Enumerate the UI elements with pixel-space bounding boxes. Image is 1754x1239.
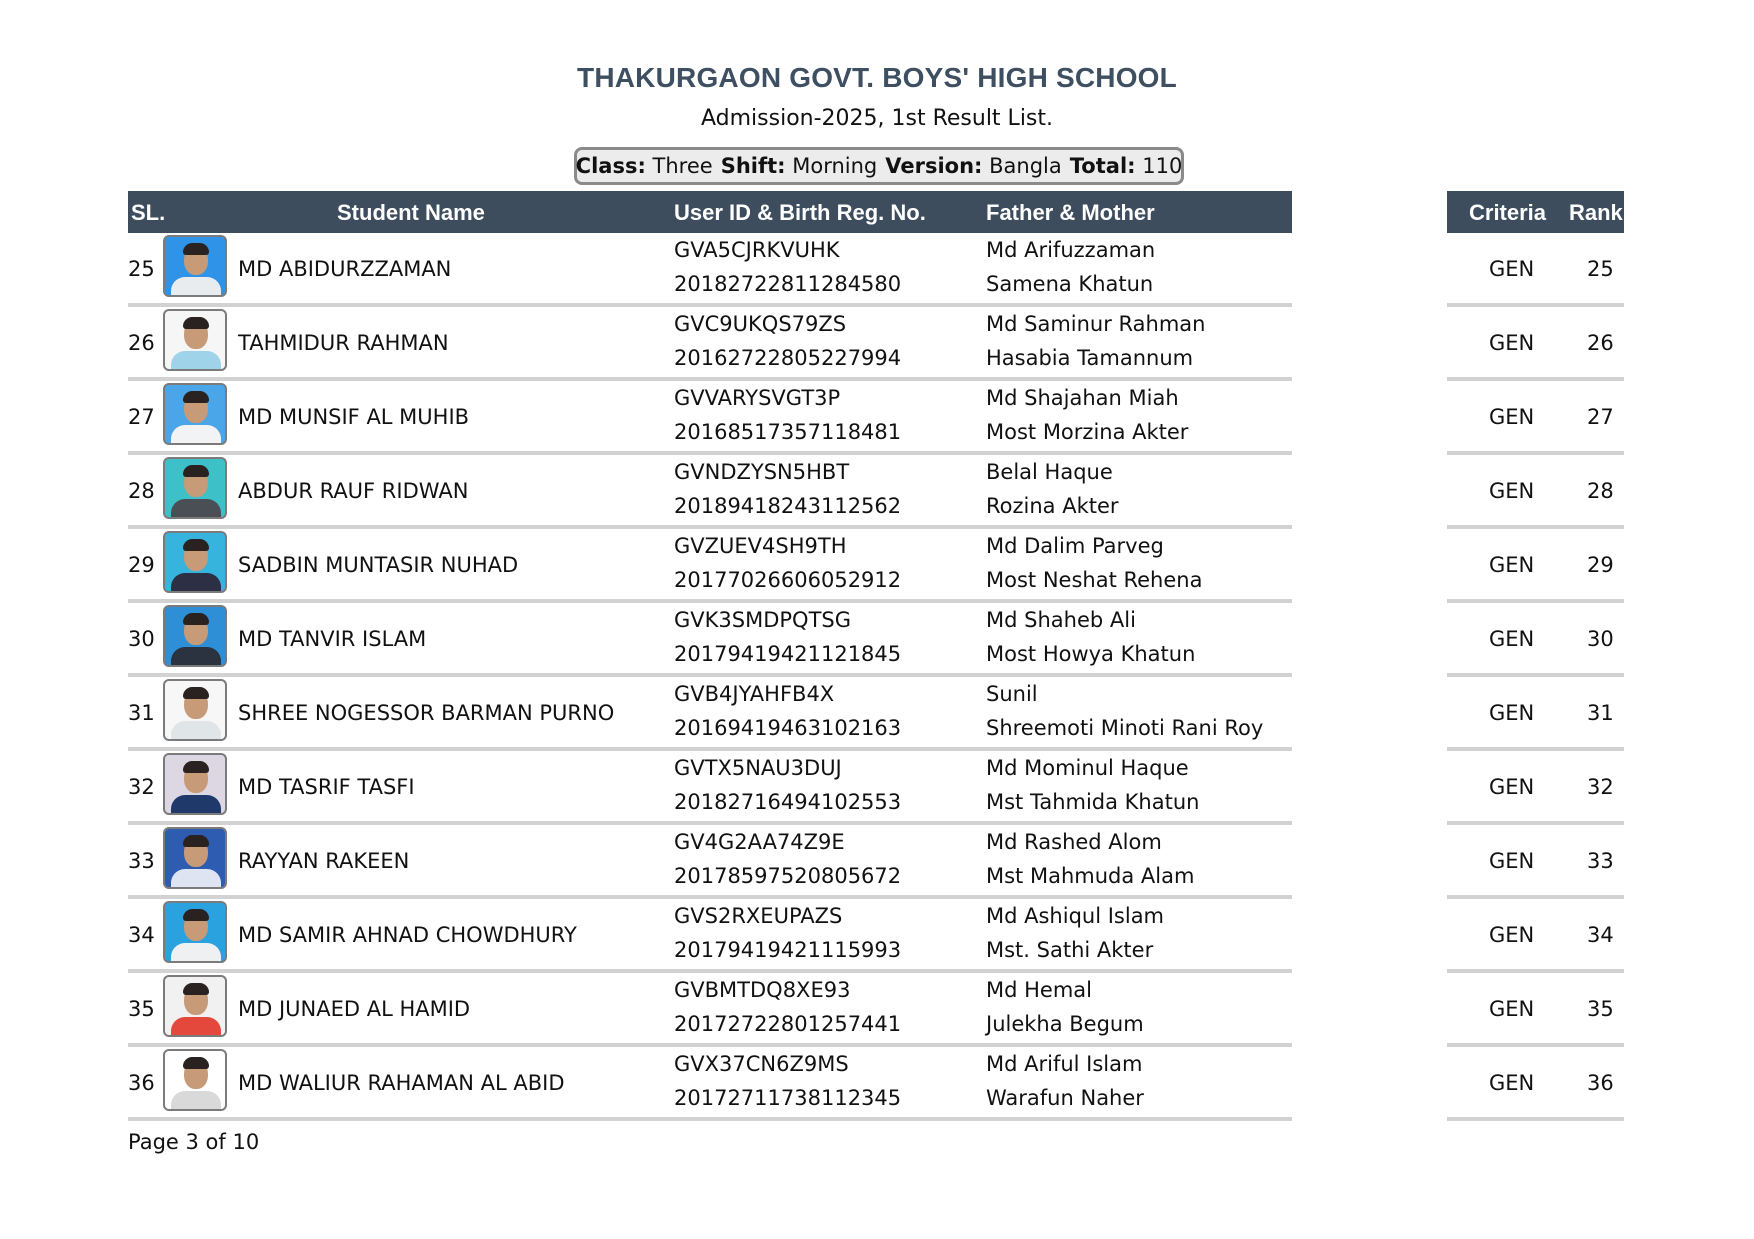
rank-value: 34 — [1587, 923, 1614, 947]
student-photo — [163, 679, 227, 741]
student-name: SHREE NOGESSOR BARMAN PURNO — [238, 701, 615, 725]
birth-reg-number: 20177026606052912 — [674, 568, 902, 592]
mother-name: Hasabia Tamannum — [986, 346, 1194, 370]
user-id: GVS2RXEUPAZS — [674, 904, 843, 928]
mother-name: Mst Tahmida Khatun — [986, 790, 1200, 814]
student-name: TAHMIDUR RAHMAN — [238, 331, 449, 355]
mother-name: Most Howya Khatun — [986, 642, 1196, 666]
mother-name: Warafun Naher — [986, 1086, 1144, 1110]
criteria-value: GEN — [1489, 849, 1535, 873]
rank-value: 26 — [1587, 331, 1614, 355]
user-id: GVTX5NAU3DUJ — [674, 756, 842, 780]
birth-reg-number: 20179419421121845 — [674, 642, 902, 666]
serial-number: 32 — [128, 775, 155, 799]
user-id: GVVARYSVGT3P — [674, 386, 841, 410]
criteria-value: GEN — [1489, 627, 1535, 651]
version-value: Bangla — [989, 154, 1062, 178]
school-name: THAKURGAON GOVT. BOYS' HIGH SCHOOL — [577, 62, 1177, 93]
criteria-row — [1447, 1047, 1624, 1121]
student-name: MD TASRIF TASFI — [238, 775, 415, 799]
student-photo — [163, 309, 227, 371]
user-id: GVA5CJRKVUHK — [674, 238, 840, 262]
birth-reg-number: 20182716494102553 — [674, 790, 902, 814]
photo-body-shape — [171, 573, 221, 593]
father-name: Md Rashed Alom — [986, 830, 1162, 854]
father-name: Md Dalim Parveg — [986, 534, 1164, 558]
father-name: Md Ashiqul Islam — [986, 904, 1165, 928]
photo-body-shape — [171, 943, 221, 963]
table-row — [128, 825, 1292, 899]
photo-body-shape — [171, 1091, 221, 1111]
photo-body-shape — [171, 425, 221, 445]
rank-value: 36 — [1587, 1071, 1614, 1095]
birth-reg-number: 20189418243112562 — [674, 494, 902, 518]
mother-name: Samena Khatun — [986, 272, 1154, 296]
serial-number: 33 — [128, 849, 155, 873]
table-row — [128, 899, 1292, 973]
photo-body-shape — [171, 499, 221, 519]
birth-reg-number: 20179419421115993 — [674, 938, 902, 962]
criteria-value: GEN — [1489, 479, 1535, 503]
criteria-value: GEN — [1489, 923, 1535, 947]
photo-hair-shape — [183, 465, 209, 477]
father-name: Md Shaheb Ali — [986, 608, 1136, 632]
version-label: Version: — [885, 154, 983, 178]
serial-number: 26 — [128, 331, 155, 355]
class-label: Class: — [575, 154, 646, 178]
total-label: Total: — [1069, 154, 1136, 178]
student-name: MD TANVIR ISLAM — [238, 627, 427, 651]
student-photo — [163, 975, 227, 1037]
user-id: GVK3SMDPQTSG — [674, 608, 852, 632]
birth-reg-number: 20169419463102163 — [674, 716, 902, 740]
table-row — [128, 455, 1292, 529]
criteria-value: GEN — [1489, 1071, 1535, 1095]
table-row — [128, 307, 1292, 381]
criteria-row — [1447, 899, 1624, 973]
table-row — [128, 973, 1292, 1047]
rank-value: 31 — [1587, 701, 1614, 725]
photo-hair-shape — [183, 761, 209, 773]
rank-value: 32 — [1587, 775, 1614, 799]
results-table-header — [128, 191, 1292, 233]
class-value: Three — [652, 154, 713, 178]
serial-number: 31 — [128, 701, 155, 725]
father-name: Belal Haque — [986, 460, 1113, 484]
student-photo — [163, 901, 227, 963]
photo-hair-shape — [183, 613, 209, 625]
column-header-user-id: User ID & Birth Reg. No. — [674, 200, 926, 225]
user-id: GVNDZYSN5HBT — [674, 460, 850, 484]
photo-body-shape — [171, 1017, 221, 1037]
student-photo — [163, 1049, 227, 1111]
serial-number: 29 — [128, 553, 155, 577]
criteria-row — [1447, 825, 1624, 899]
page-indicator: Page 3 of 10 — [128, 1130, 260, 1154]
student-name: ABDUR RAUF RIDWAN — [238, 479, 469, 503]
student-name: MD MUNSIF AL MUHIB — [238, 405, 470, 429]
criteria-table-header — [1447, 191, 1624, 233]
criteria-value: GEN — [1489, 553, 1535, 577]
rank-value: 28 — [1587, 479, 1614, 503]
user-id: GV4G2AA74Z9E — [674, 830, 845, 854]
student-photo — [163, 457, 227, 519]
student-name: MD WALIUR RAHAMAN AL ABID — [238, 1071, 565, 1095]
serial-number: 27 — [128, 405, 155, 429]
photo-hair-shape — [183, 687, 209, 699]
father-name: Md Shajahan Miah — [986, 386, 1179, 410]
serial-number: 36 — [128, 1071, 155, 1095]
criteria-value: GEN — [1489, 701, 1535, 725]
birth-reg-number: 20182722811284580 — [674, 272, 902, 296]
father-name: Sunil — [986, 682, 1038, 706]
student-photo — [163, 531, 227, 593]
mother-name: Shreemoti Minoti Rani Roy — [986, 716, 1264, 740]
table-row — [128, 529, 1292, 603]
birth-reg-number: 20172711738112345 — [674, 1086, 902, 1110]
serial-number: 34 — [128, 923, 155, 947]
criteria-row — [1447, 529, 1624, 603]
table-row — [128, 381, 1292, 455]
class-info-box — [574, 147, 1184, 185]
serial-number: 30 — [128, 627, 155, 651]
mother-name: Most Neshat Rehena — [986, 568, 1203, 592]
student-photo — [163, 753, 227, 815]
photo-body-shape — [171, 351, 221, 371]
photo-hair-shape — [183, 539, 209, 551]
criteria-value: GEN — [1489, 775, 1535, 799]
column-header-rank: Rank — [1569, 200, 1623, 225]
student-name: RAYYAN RAKEEN — [238, 849, 410, 873]
criteria-row — [1447, 307, 1624, 381]
birth-reg-number: 20172722801257441 — [674, 1012, 902, 1036]
father-name: Md Arifuzzaman — [986, 238, 1156, 262]
mother-name: Julekha Begum — [986, 1012, 1144, 1036]
user-id: GVX37CN6Z9MS — [674, 1052, 849, 1076]
criteria-row — [1447, 751, 1624, 825]
column-header-parents: Father & Mother — [986, 200, 1155, 225]
result-list-subtitle: Admission-2025, 1st Result List. — [700, 106, 1054, 131]
rank-value: 33 — [1587, 849, 1614, 873]
student-name: MD SAMIR AHNAD CHOWDHURY — [238, 923, 577, 947]
table-row — [128, 677, 1292, 751]
criteria-row — [1447, 677, 1624, 751]
total-value: 110 — [1142, 154, 1183, 178]
criteria-row — [1447, 603, 1624, 677]
table-row — [128, 233, 1292, 307]
student-photo — [163, 235, 227, 297]
column-header-criteria: Criteria — [1469, 200, 1547, 225]
column-header-student-name: Student Name — [337, 200, 485, 225]
photo-body-shape — [171, 869, 221, 889]
rank-value: 35 — [1587, 997, 1614, 1021]
rank-value: 27 — [1587, 405, 1614, 429]
user-id: GVC9UKQS79ZS — [674, 312, 847, 336]
photo-hair-shape — [183, 1057, 209, 1069]
birth-reg-number: 20162722805227994 — [674, 346, 902, 370]
student-photo — [163, 383, 227, 445]
father-name: Md Mominul Haque — [986, 756, 1189, 780]
serial-number: 35 — [128, 997, 155, 1021]
rank-value: 30 — [1587, 627, 1614, 651]
photo-hair-shape — [183, 835, 209, 847]
criteria-value: GEN — [1489, 997, 1535, 1021]
mother-name: Mst. Sathi Akter — [986, 938, 1154, 962]
photo-hair-shape — [183, 391, 209, 403]
mother-name: Mst Mahmuda Alam — [986, 864, 1195, 888]
photo-body-shape — [171, 647, 221, 667]
column-header-sl: SL. — [131, 200, 166, 225]
shift-value: Morning — [792, 154, 878, 178]
shift-label: Shift: — [720, 154, 786, 178]
criteria-value: GEN — [1489, 405, 1535, 429]
criteria-value: GEN — [1489, 331, 1535, 355]
criteria-row — [1447, 455, 1624, 529]
photo-hair-shape — [183, 909, 209, 921]
user-id: GVB4JYAHFB4X — [674, 682, 835, 706]
user-id: GVZUEV4SH9TH — [674, 534, 847, 558]
birth-reg-number: 20178597520805672 — [674, 864, 902, 888]
rank-value: 25 — [1587, 257, 1614, 281]
criteria-row — [1447, 233, 1624, 307]
mother-name: Rozina Akter — [986, 494, 1119, 518]
photo-hair-shape — [183, 317, 209, 329]
father-name: Md Saminur Rahman — [986, 312, 1206, 336]
father-name: Md Hemal — [986, 978, 1092, 1002]
birth-reg-number: 20168517357118481 — [674, 420, 902, 444]
photo-hair-shape — [183, 243, 209, 255]
photo-body-shape — [171, 721, 221, 741]
student-photo — [163, 605, 227, 667]
student-name: SADBIN MUNTASIR NUHAD — [238, 553, 519, 577]
criteria-value: GEN — [1489, 257, 1535, 281]
user-id: GVBMTDQ8XE93 — [674, 978, 851, 1002]
mother-name: Most Morzina Akter — [986, 420, 1189, 444]
student-name: MD JUNAED AL HAMID — [238, 997, 471, 1021]
serial-number: 25 — [128, 257, 155, 281]
table-row — [128, 1047, 1292, 1121]
photo-hair-shape — [183, 983, 209, 995]
rank-value: 29 — [1587, 553, 1614, 577]
table-row — [128, 603, 1292, 677]
serial-number: 28 — [128, 479, 155, 503]
criteria-row — [1447, 973, 1624, 1047]
criteria-row — [1447, 381, 1624, 455]
father-name: Md Ariful Islam — [986, 1052, 1143, 1076]
student-name: MD ABIDURZZAMAN — [238, 257, 452, 281]
photo-body-shape — [171, 795, 221, 815]
table-row — [128, 751, 1292, 825]
student-photo — [163, 827, 227, 889]
photo-body-shape — [171, 277, 221, 297]
